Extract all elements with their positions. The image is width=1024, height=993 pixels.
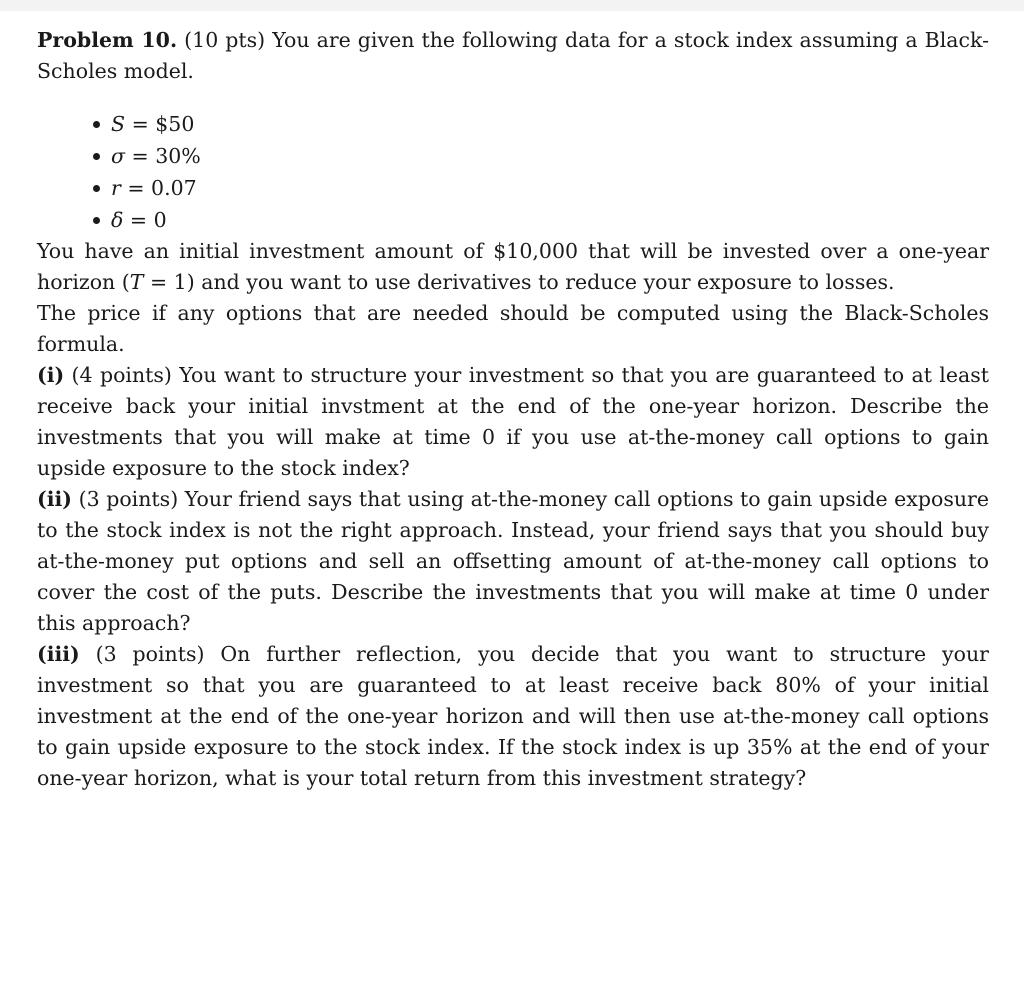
- math-T: T: [129, 270, 144, 294]
- investment-text-before: You have an initial investment amount of $10,000 that will be invested over a one-year horizon (: [37, 239, 989, 294]
- part-iii-points: (3 points): [95, 642, 205, 666]
- param-item-sigma: [95, 140, 989, 172]
- part-iii: [37, 639, 989, 794]
- param-value: 30%: [155, 144, 201, 168]
- param-value: $50: [155, 112, 195, 136]
- investment-paragraph: [37, 236, 989, 298]
- part-ii: [37, 484, 989, 639]
- part-ii-points: (3 points): [78, 487, 179, 511]
- part-ii-label: (ii): [37, 487, 72, 511]
- part-i: [37, 360, 989, 484]
- problem-intro-text: You are given the following data for a stock index assuming a Black-Scholes model.: [37, 28, 989, 83]
- param-symbol: r: [111, 176, 121, 200]
- problem-intro: [37, 25, 989, 87]
- part-ii-text: Your friend says that using at-the-money call options to gain upside exposure to the stock index is not the right approach. Instead, your friend says that you should buy at-the-money put options and sell an offsetting amount of at-the-money call options to cover the cost of the puts. Describe the investments that you will make at time 0 under this approach?: [37, 487, 989, 635]
- param-relation: =: [125, 144, 156, 168]
- problem-label: Problem 10.: [37, 28, 178, 52]
- param-relation: =: [123, 208, 154, 232]
- param-symbol: S: [111, 112, 126, 136]
- problem-document: [37, 25, 989, 794]
- part-i-label: (i): [37, 363, 65, 387]
- param-value: 0: [153, 208, 167, 232]
- top-edge-bar: [0, 0, 1024, 11]
- part-i-points: (4 points): [71, 363, 172, 387]
- param-item-S: [95, 108, 989, 140]
- part-i-text: You want to structure your investment so that you are guaranteed to at least receive back your initial invstment at the end of the one-year horizon. Describe the investments that you will make at time 0 if you use at-the-money call options to gain upside exposure to the stock index?: [37, 363, 989, 480]
- param-relation: =: [125, 112, 156, 136]
- param-symbol: σ: [111, 144, 125, 168]
- math-eq: = 1: [143, 270, 187, 294]
- problem-points: (10 pts): [184, 28, 266, 52]
- param-relation: =: [120, 176, 152, 200]
- pricing-paragraph: The price if any options that are needed should be computed using the Black-Scholes formula.: [37, 301, 989, 356]
- investment-text-after: ) and you want to use derivatives to reduce your exposure to losses.: [186, 270, 895, 294]
- param-symbol: δ: [111, 208, 124, 232]
- param-item-delta: [95, 204, 989, 236]
- part-iii-label: (iii): [37, 642, 80, 666]
- parameter-list: [37, 108, 989, 236]
- param-item-r: [95, 172, 989, 204]
- param-value: 0.07: [151, 176, 197, 200]
- part-iii-text: On further reflection, you decide that you want to structure your investment so that you are guaranteed to at least receive back 80% of your initial investment at the end of the one-year horizon and will then use at-the-money call options to gain upside exposure to the stock index. If the stock index is up 35% at the end of your one-year horizon, what is your total return from this investment strategy?: [37, 642, 989, 790]
